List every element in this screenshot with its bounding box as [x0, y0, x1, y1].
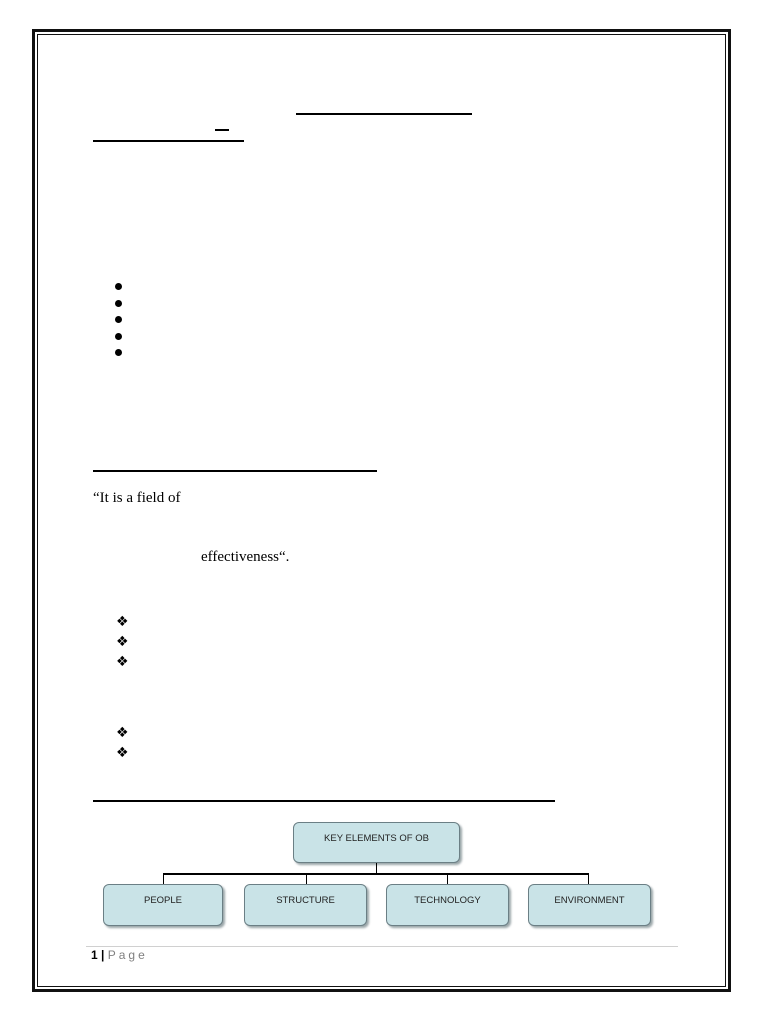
title-underline-dash: [215, 129, 229, 131]
diagram-box-environment: ENVIRONMENT: [528, 884, 651, 926]
footer-divider: [86, 946, 678, 947]
footer-separator: |: [101, 948, 105, 962]
connector-horizontal: [163, 873, 589, 875]
page-number: 1: [91, 948, 98, 962]
definition-text-start: “It is a field of: [93, 490, 181, 506]
diamond-bullet-icon: ❖: [116, 745, 129, 761]
page-footer: [91, 948, 148, 962]
section-underline-key-elements: [93, 800, 555, 802]
diamond-bullet-icon: ❖: [116, 614, 129, 630]
diamond-bullet-icon: ❖: [116, 725, 129, 741]
diamond-bullet-icon: ❖: [116, 654, 129, 670]
title-underline-2: [93, 140, 244, 142]
diamond-bullet-icon: ❖: [116, 634, 129, 650]
diagram-box-people: PEOPLE: [103, 884, 223, 926]
diagram-box-technology: TECHNOLOGY: [386, 884, 509, 926]
diamond-bullet-list-2: [116, 725, 129, 765]
section-underline-definition: [93, 470, 377, 472]
diamond-bullet-list-1: [116, 614, 129, 674]
diagram-box-structure: STRUCTURE: [244, 884, 367, 926]
diagram-root-box: KEY ELEMENTS OF OB: [293, 822, 460, 863]
title-underline-1: [296, 113, 472, 115]
page-label: Page: [107, 948, 148, 962]
connector-root-down: [376, 863, 377, 873]
definition-text-end: effectiveness“.: [201, 549, 290, 565]
